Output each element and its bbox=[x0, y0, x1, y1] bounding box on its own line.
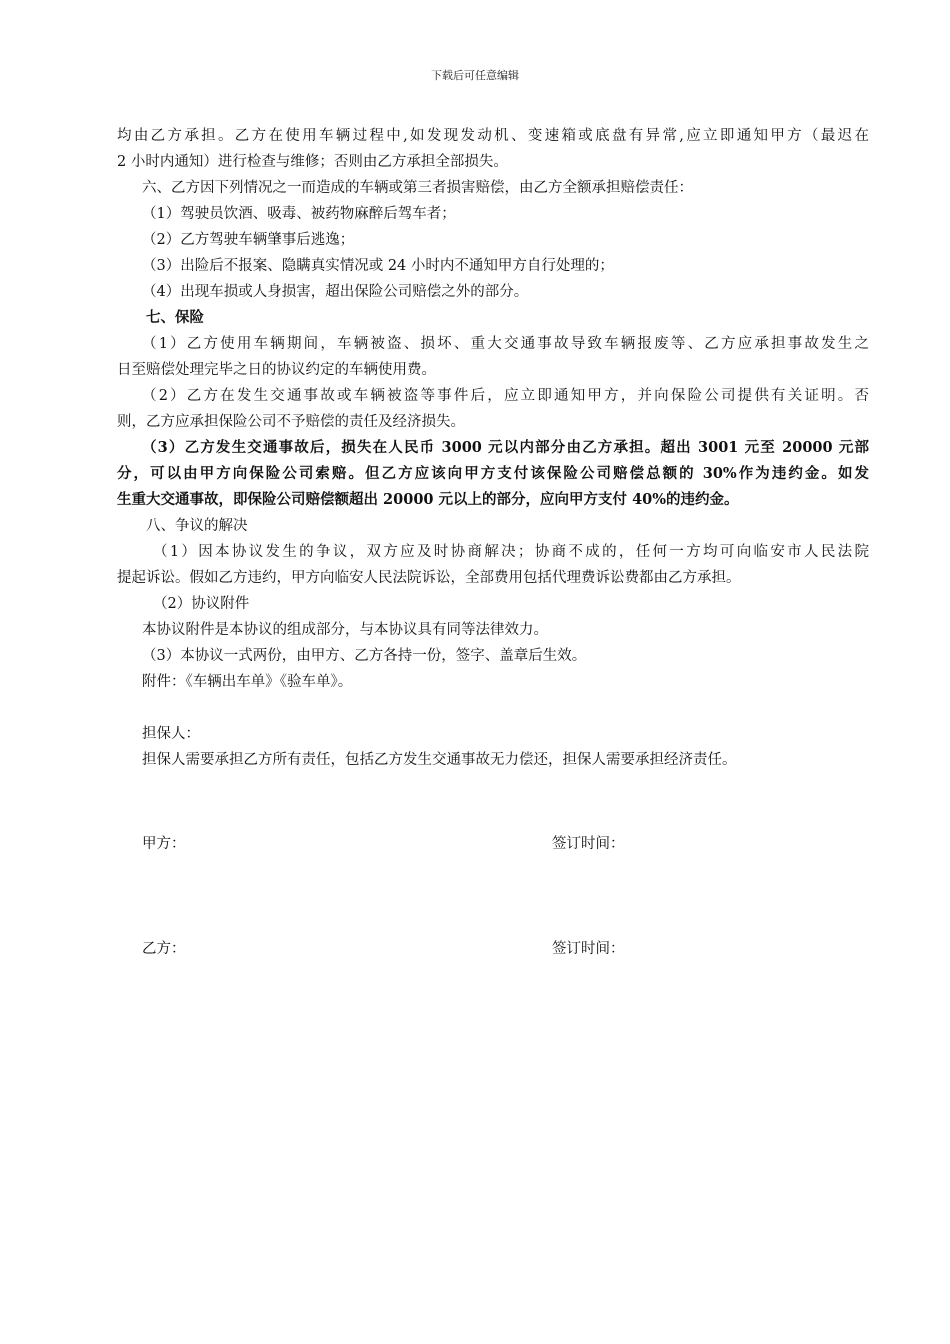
paragraph-line: 则，乙方应承担保险公司不予赔偿的责任及经济损失。 bbox=[117, 414, 465, 430]
paragraph-line: 日至赔偿处理完毕之日的协议约定的车辆使用费。 bbox=[117, 362, 436, 378]
paragraph-line: 均由乙方承担。乙方在使用车辆过程中,如发现发动机、变速箱或底盘有异常,应立即通知甲方（最迟在 bbox=[117, 128, 869, 144]
guarantor-label: 担保人： bbox=[142, 726, 200, 742]
bold-paragraph-line: （3）乙方发生交通事故后，损失在人民币 3000 元以内部分由乙方承担。超出 3001 元至 20000 元部 bbox=[142, 439, 869, 456]
section-heading-insurance: 七、保险 bbox=[146, 309, 204, 326]
paragraph-line: （1）乙方使用车辆期间，车辆被盗、损坏、重大交通事故导致车辆报废等、乙方应承担事故发生之 bbox=[142, 336, 869, 352]
paragraph-line: （2）协议附件 bbox=[153, 596, 250, 612]
paragraph-line: （3）本协议一式两份，由甲方、乙方各持一份，签字、盖章后生效。 bbox=[142, 648, 587, 664]
list-item: （3）出险后不报案、隐瞒真实情况或 24 小时内不通知甲方自行处理的； bbox=[142, 258, 614, 274]
attachments-line: 附件：《车辆出车单》《验车单》。 bbox=[142, 674, 353, 690]
spacer bbox=[117, 695, 869, 721]
party-b-label: 乙方： bbox=[142, 941, 186, 957]
list-item: （4）出现车损或人身损害，超出保险公司赔偿之外的部分。 bbox=[142, 284, 529, 300]
guarantor-text: 担保人需要承担乙方所有责任，包括乙方发生交通事故无力偿还，担保人需要承担经济责任。 bbox=[142, 752, 737, 768]
party-b-signature-row bbox=[142, 936, 742, 962]
party-a-label: 甲方： bbox=[142, 836, 186, 852]
party-a-sign-time-label: 签订时间： bbox=[552, 836, 625, 852]
document-body bbox=[117, 123, 869, 773]
paragraph-line: （1）因本协议发生的争议，双方应及时协商解决；协商不成的，任何一方均可向临安市人民法院 bbox=[153, 544, 869, 560]
party-a-signature-row bbox=[142, 831, 742, 857]
bold-paragraph-line: 生重大交通事故，即保险公司赔偿额超出 20000 元以上的部分，应向甲方支付 40%的违约金。 bbox=[117, 491, 739, 508]
section-six-intro: 六、乙方因下列情况之一而造成的车辆或第三者损害赔偿，由乙方全额承担赔偿责任： bbox=[142, 180, 693, 196]
list-item: （2）乙方驾驶车辆肇事后逃逸； bbox=[142, 232, 355, 248]
section-heading-disputes: 八、争议的解决 bbox=[146, 518, 248, 534]
paragraph-line: 提起诉讼。假如乙方违约，甲方向临安人民法院诉讼，全部费用包括代理费诉讼费都由乙方承担。 bbox=[117, 570, 741, 586]
bold-paragraph-line: 分，可以由甲方向保险公司索赔。但乙方应该向甲方支付该保险公司赔偿总额的 30%作为违约金。如发 bbox=[117, 465, 869, 482]
paragraph-line: （2）乙方在发生交通事故或车辆被盗等事件后，应立即通知甲方，并向保险公司提供有关证明。否 bbox=[142, 388, 869, 404]
list-item: （1）驾驶员饮酒、吸毒、被药物麻醉后驾车者； bbox=[142, 206, 456, 222]
paragraph-line: 2 小时内通知）进行检查与维修；否则由乙方承担全部损失。 bbox=[117, 154, 508, 170]
header-note: 下载后可任意编辑 bbox=[431, 69, 519, 82]
paragraph-line: 本协议附件是本协议的组成部分，与本协议具有同等法律效力。 bbox=[142, 622, 548, 638]
party-b-sign-time-label: 签订时间： bbox=[552, 941, 625, 957]
